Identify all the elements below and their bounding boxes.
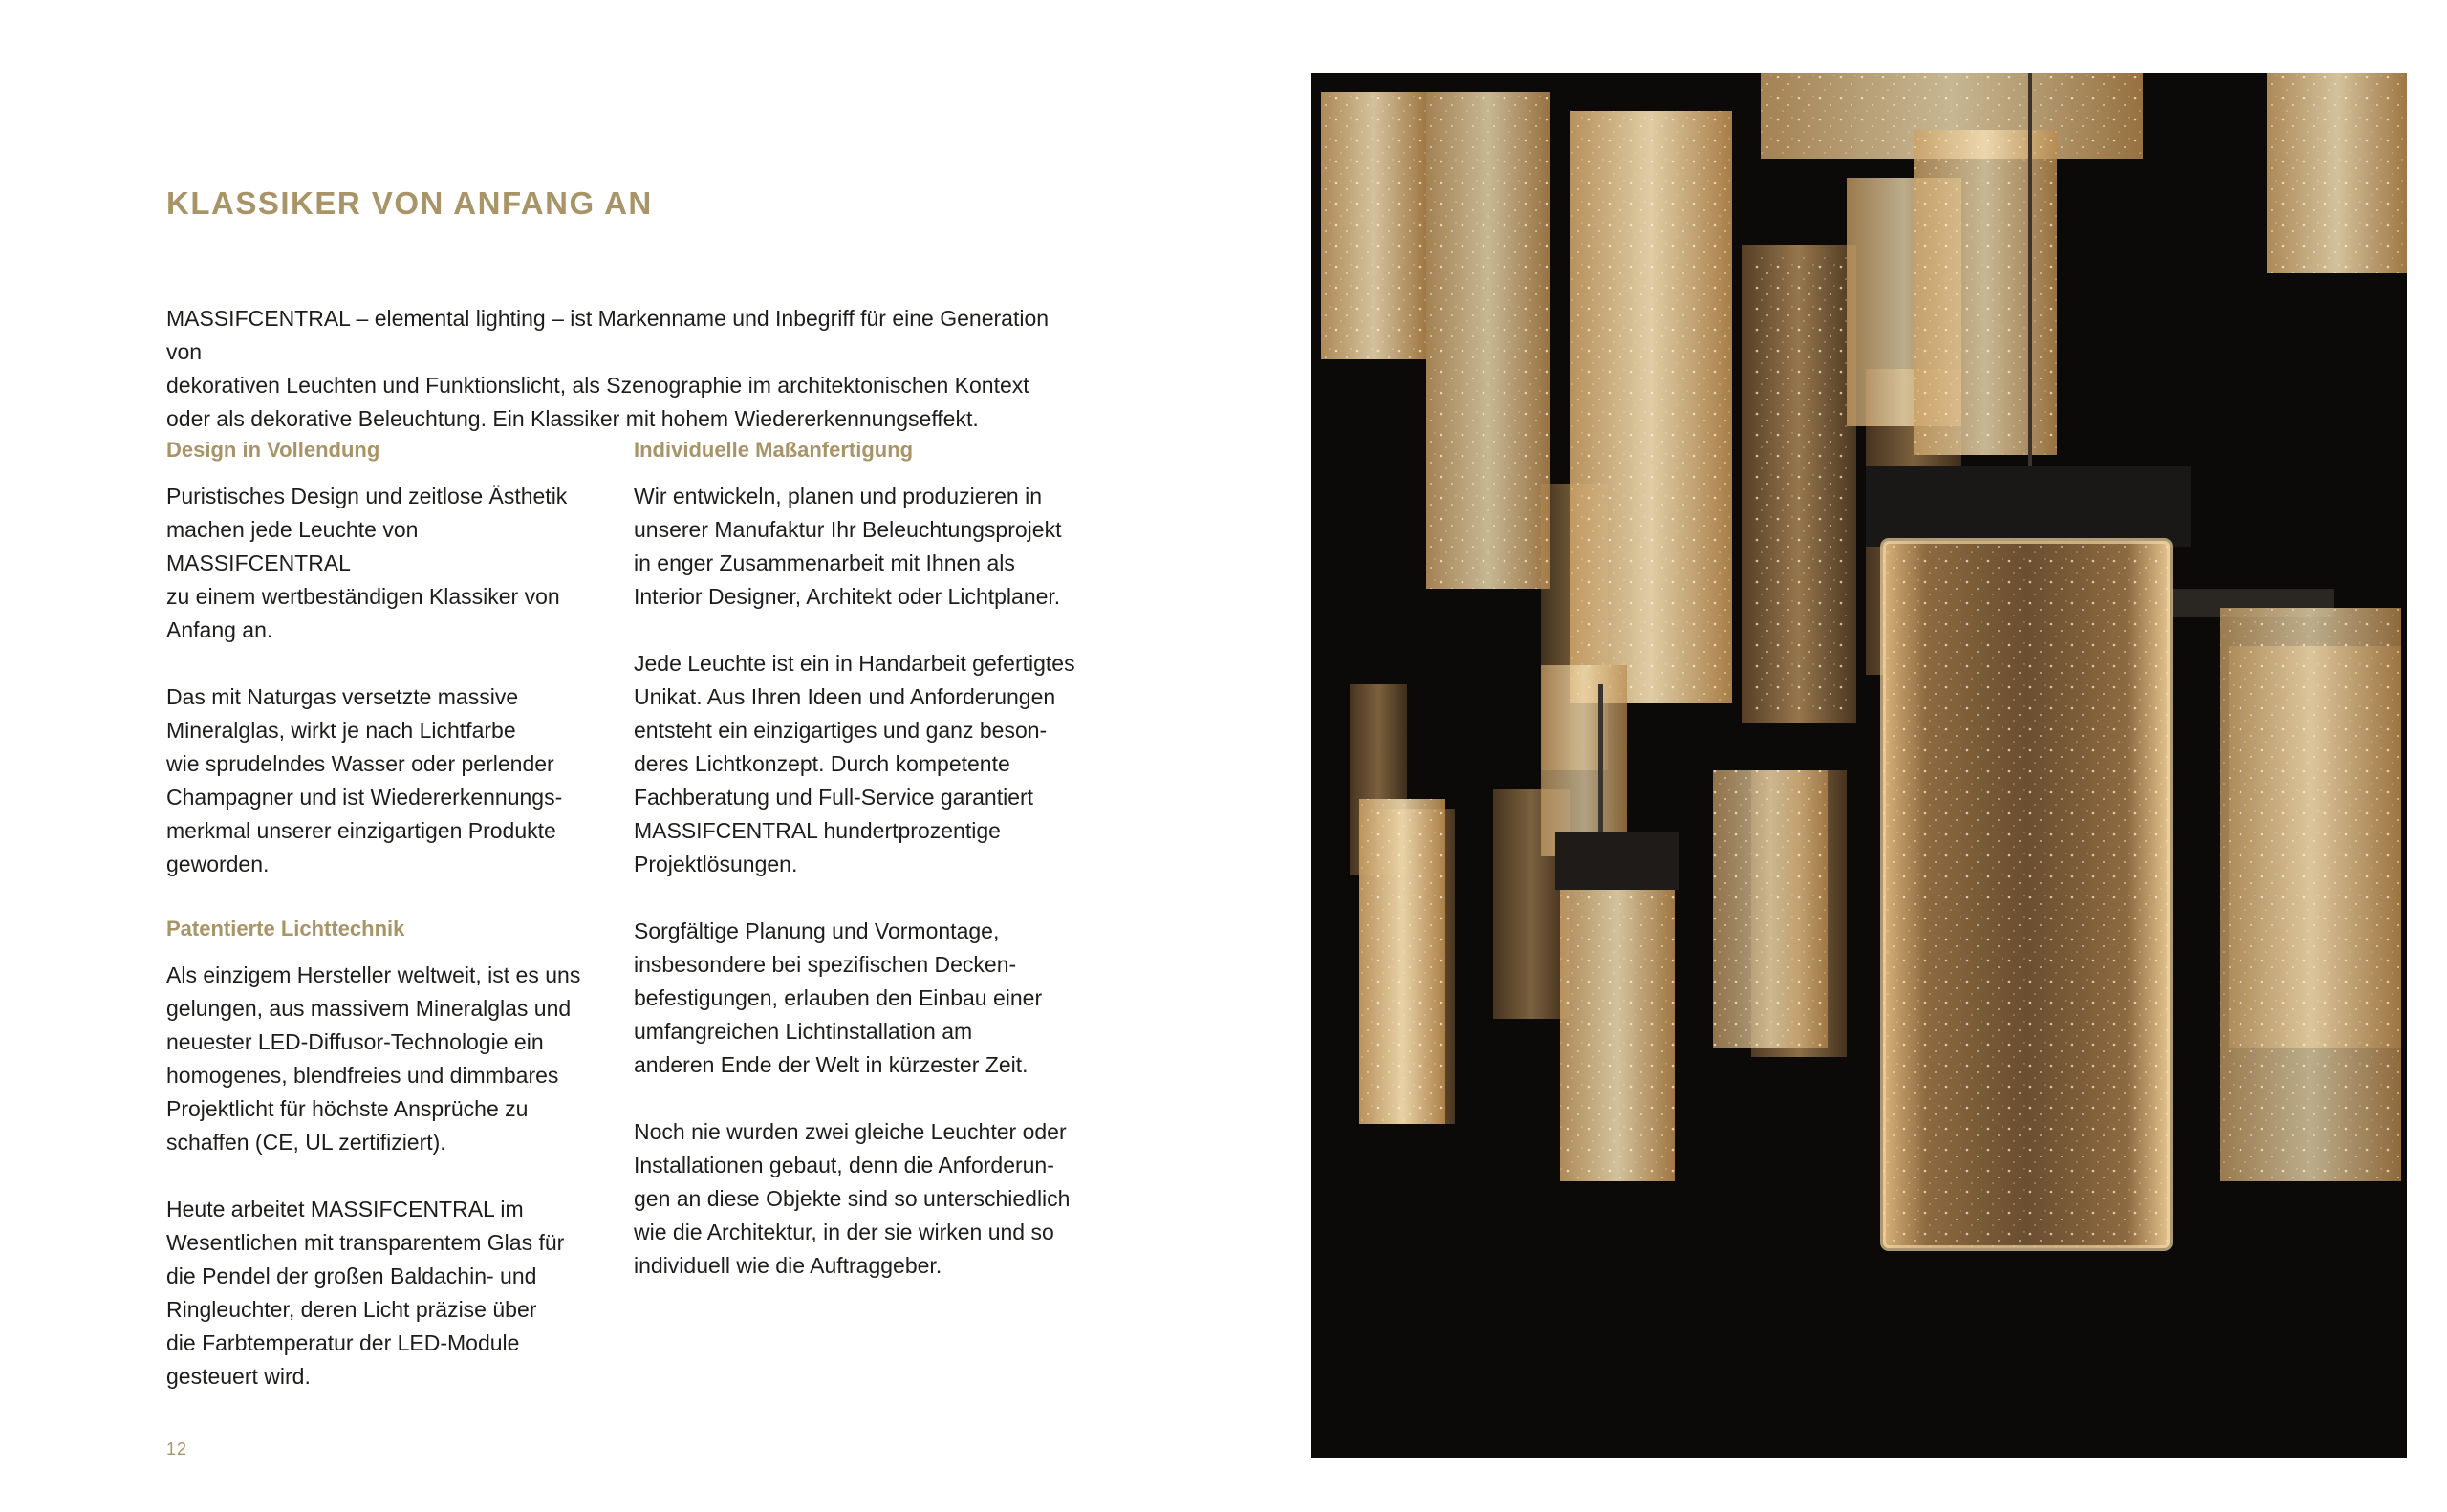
paragraph-today: Heute arbeitet MASSIFCENTRAL im Wesentlichen mit transparentem Glas für die Pendel der großen Baldachin- und Ringleuchter, deren Licht präzise über die Farbtemperatur der LED-Module gesteuert wird. [166, 1197, 565, 1389]
paragraph-planning: Sorgfältige Planung und Vormontage, insbesondere bei spezifischen Decken- befestigungen, erlauben den Einbau einer umfangreichen Lichtinstallation am anderen Ende der Welt in kürzester Zeit. [634, 918, 1043, 1077]
pendant-lights-photo [1311, 73, 2407, 1458]
page-number: 12 [166, 1439, 188, 1458]
paragraph-manufactory: Wir entwickeln, planen und produzieren in unserer Manufaktur Ihr Beleuchtungsprojekt in enger Zusammenarbeit mit Ihnen als Interior Designer, Architekt oder Lichtplaner. [634, 484, 1062, 609]
heading-patented-technology: Patentierte Lichttechnik [166, 917, 405, 940]
left-column [166, 436, 596, 1427]
intro-paragraph: MASSIFCENTRAL – elemental lighting – ist Markenname und Inbegriff für eine Generation von dekorativen Leuchten und Funktionslicht, als Szenographie im architektonischen Kontext oder als dekorative Beleuchtung. Ein Klassiker mit hohem Wiedererkennungseffekt. [166, 306, 1050, 431]
paragraph-never-identical: Noch nie wurden zwei gleiche Leuchter oder Installationen gebaut, denn die Anforderun- gen an diese Objekte sind so unterschiedlich wie die Architektur, in der sie wirken und so individuell wie die Auftraggeber. [634, 1119, 1071, 1278]
paragraph-unique-piece: Jede Leuchte ist ein in Handarbeit gefertigtes Unikat. Aus Ihren Ideen und Anforderungen entsteht ein einzigartiges und ganz beson- deres Lichtkonzept. Durch kompetente Fachberatung und Full-Service garantiert MASSIFCENTRAL hundertprozentige Projektlösungen. [634, 651, 1075, 876]
heading-design: Design in Vollendung [166, 438, 380, 462]
paragraph-led-technology: Als einzigem Hersteller weltweit, ist es uns gelungen, aus massivem Mineralglas und neuester LED-Diffusor-Technologie ein homogenes, blendfreies und dimmbares Projektlicht für höchste Ansprüche zu schaffen (CE, UL zertifiziert). [166, 962, 581, 1155]
page-title: KLASSIKER VON ANFANG AN [166, 185, 653, 221]
heading-custom-made: Individuelle Maßanfertigung [634, 438, 914, 462]
right-column [634, 436, 1083, 1316]
pendant-lights-photo-icon [1311, 73, 2407, 1458]
paragraph-mineral-glass: Das mit Naturgas versetzte massive Mineralglas, wirkt je nach Lichtfarbe wie sprudelndes Wasser oder perlender Champagner und ist Wiedererkennungs- merkmal unserer einzigartigen Produkte geworden. [166, 684, 563, 876]
paragraph-design: Puristisches Design und zeitlose Ästhetik machen jede Leuchte von MASSIFCENTRAL zu einem wertbeständigen Klassiker von Anfang an. [166, 484, 568, 642]
